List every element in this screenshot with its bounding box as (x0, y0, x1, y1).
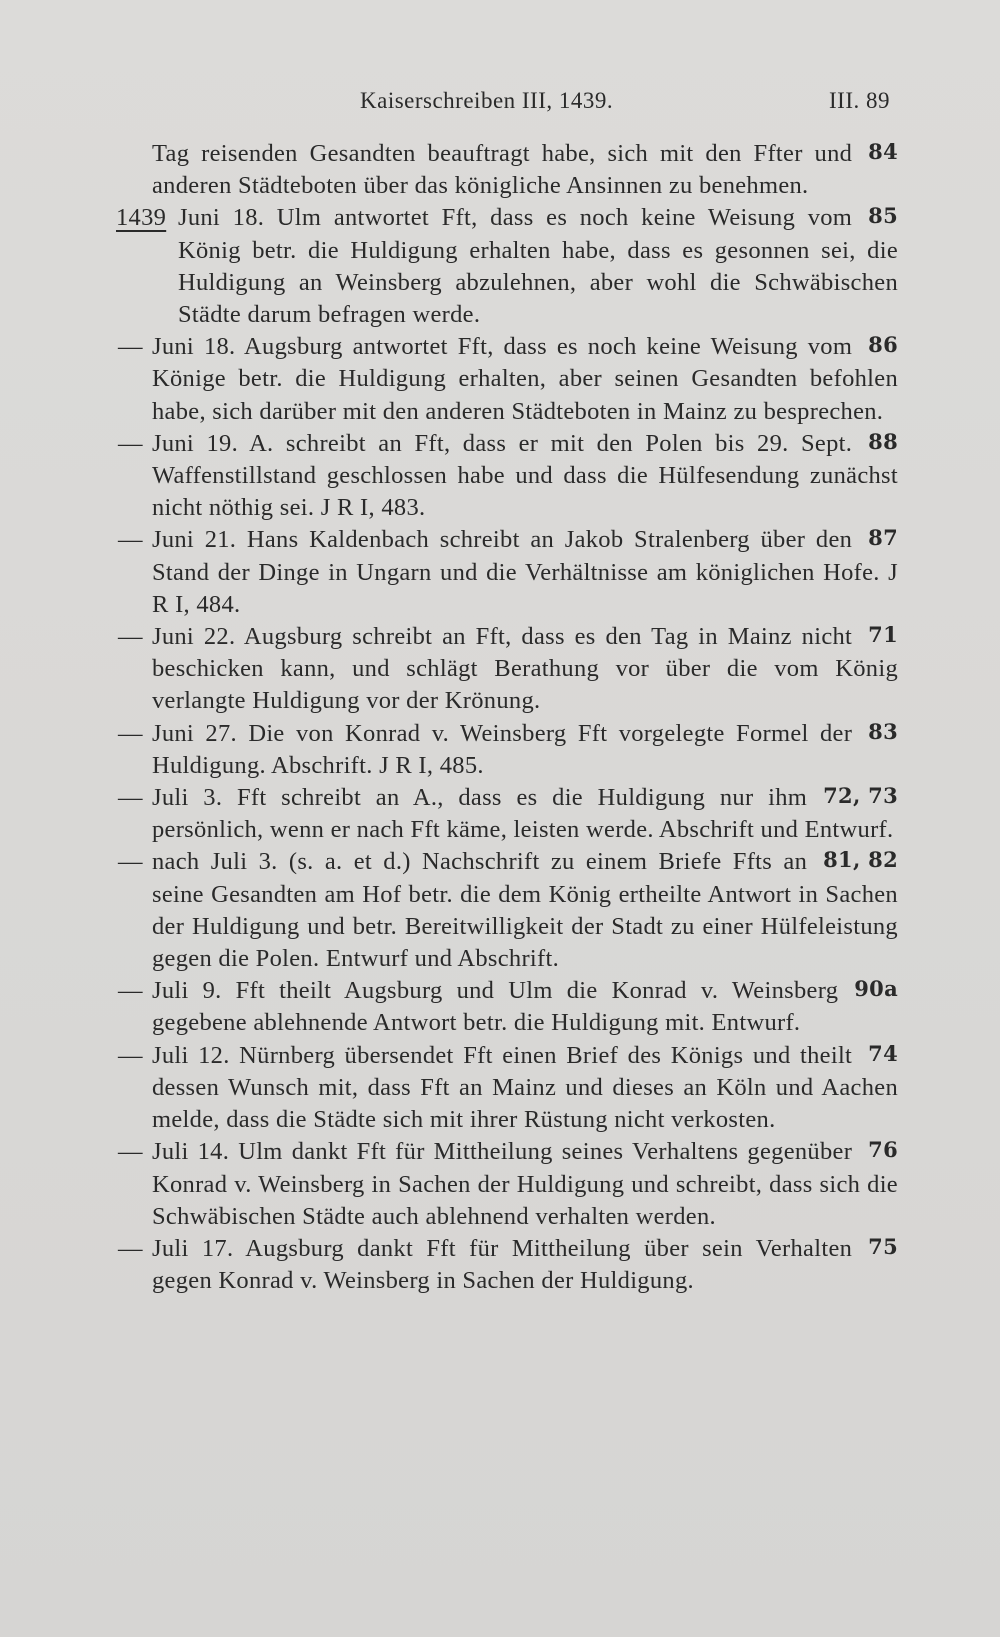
entry-dash: — (118, 1138, 143, 1166)
document-number: 74 (868, 1040, 898, 1066)
entry-text: Juli 17. Augsburg dankt Fft für Mittheilung über sein Verhalten gegen Konrad v. Weinsberg in Sachen der Huldigung. (152, 1234, 853, 1295)
document-number: 75 (868, 1233, 898, 1259)
entry-dash: — (118, 1234, 143, 1262)
document-number: 88 (868, 428, 898, 454)
document-number: 90a (854, 976, 898, 1002)
entry-year: 1439 (116, 204, 167, 232)
register-entry (118, 846, 898, 975)
entry-text: Juni 19. A. schreibt an Fft, dass er mit den Polen bis 29. Sept. Waffenstillstand geschlossen habe und dass die Hülfesendung zunächst nicht nöthig sei. J R I, 483. (152, 429, 898, 522)
running-title: Kaiserschreiben III, 1439. (360, 88, 614, 113)
document-number: 71 (868, 622, 898, 648)
entry-dash: — (118, 1041, 143, 1069)
entry-text: Juni 21. Hans Kaldenbach schreibt an Jakob Stralenberg über den Stand der Dinge in Ungarn und die Verhältnisse am königlichen Hofe. J R I, 484. (152, 526, 898, 618)
register-entry (118, 138, 898, 202)
register-entry (118, 1040, 898, 1137)
document-number: 86 (868, 332, 898, 358)
document-number: 85 (868, 203, 898, 229)
register-entry (118, 1136, 898, 1233)
entry-text: Juli 9. Fft theilt Augsburg und Ulm die Konrad v. Weinsberg gegebene ablehnende Antwort betr. die Huldigung mit. Entwurf. (152, 977, 839, 1037)
entry-text: Juni 22. Augsburg schreibt an Fft, dass es den Tag in Mainz nicht beschicken kann, und schlägt Berathung vor über die vom König verlangte Huldigung vor der Krönung. (152, 623, 898, 715)
register-entry (118, 331, 898, 428)
document-number: 84 (868, 139, 898, 164)
entry-text: Juli 12. Nürnberg übersendet Fft einen Brief des Königs und theilt dessen Wunsch mit, dass Fft an Mainz und dieses an Köln und Aachen melde, dass die Städte sich mit ihrer Rüstung nicht verkosten. (152, 1041, 898, 1134)
entry-text: Juni 18. Augsburg antwortet Fft, dass es noch keine Weisung vom Könige betr. die Huldigung erhalten, aber seinen Gesandten befohlen habe, sich darüber mit den anderen Städteboten in Mainz zu besprechen. (152, 333, 898, 425)
entry-dash: — (118, 719, 143, 747)
entry-text: Juni 18. Ulm antwortet Fft, dass es noch keine Weisung vom König betr. die Huldigung erhalten habe, dass es gesonnen sei, die Huldigung an Weinsberg abzulehnen, aber wohl die Schwäbischen Städte darum befragen werde. (178, 204, 898, 329)
document-number: 83 (868, 718, 898, 744)
register-entry (118, 718, 898, 782)
register-entry (118, 621, 898, 718)
entry-text: Juni 27. Die von Konrad v. Weinsberg Fft vorgelegte Formel der Huldigung. Abschrift. J R I, 485. (152, 719, 853, 779)
entry-dash: — (118, 623, 143, 651)
entry-dash: — (118, 333, 143, 361)
document-number: 81, 82 (823, 847, 898, 873)
document-number: 72, 73 (823, 783, 898, 809)
entry-text: nach Juli 3. (s. a. et d.) Nachschrift zu einem Briefe Ffts an seine Gesandten am Hof betr. die dem König ertheilte Antwort in Sachen der Huldigung und betr. Bereitwilligkeit der Stadt zu einer Hülfeleistung gegen die Polen. Entwurf und Abschrift. (152, 848, 898, 973)
entry-dash: — (118, 977, 143, 1005)
entry-text: Juli 14. Ulm dankt Fft für Mittheilung seines Verhaltens gegenüber Konrad v. Weinsberg in Sachen der Huldigung und schreibt, dass sich die Schwäbischen Städte auch ablehnend verhalten werden. (152, 1138, 898, 1230)
document-number: 87 (868, 525, 898, 551)
register-entry (118, 975, 898, 1039)
entry-text: Tag reisenden Gesandten beauftragt habe, sich mit den Ffter und anderen Städteboten über das königliche Ansinnen zu benehmen. (152, 140, 853, 200)
register-entry (118, 428, 898, 525)
register-entry (118, 782, 898, 846)
register-entry (118, 524, 898, 621)
entry-dash: — (118, 429, 143, 457)
entry-dash: — (118, 526, 143, 554)
register-entries (118, 138, 898, 1297)
page-number: III. 89 (829, 88, 890, 113)
entry-dash: — (118, 784, 143, 812)
entry-dash: — (118, 848, 143, 876)
document-number: 76 (868, 1137, 898, 1163)
register-entry (118, 1233, 898, 1297)
register-entry (118, 202, 898, 331)
entry-text: Juli 3. Fft schreibt an A., dass es die Huldigung nur ihm persönlich, wenn er nach Fft käme, leisten werde. Abschrift und Entwurf. (152, 784, 894, 844)
